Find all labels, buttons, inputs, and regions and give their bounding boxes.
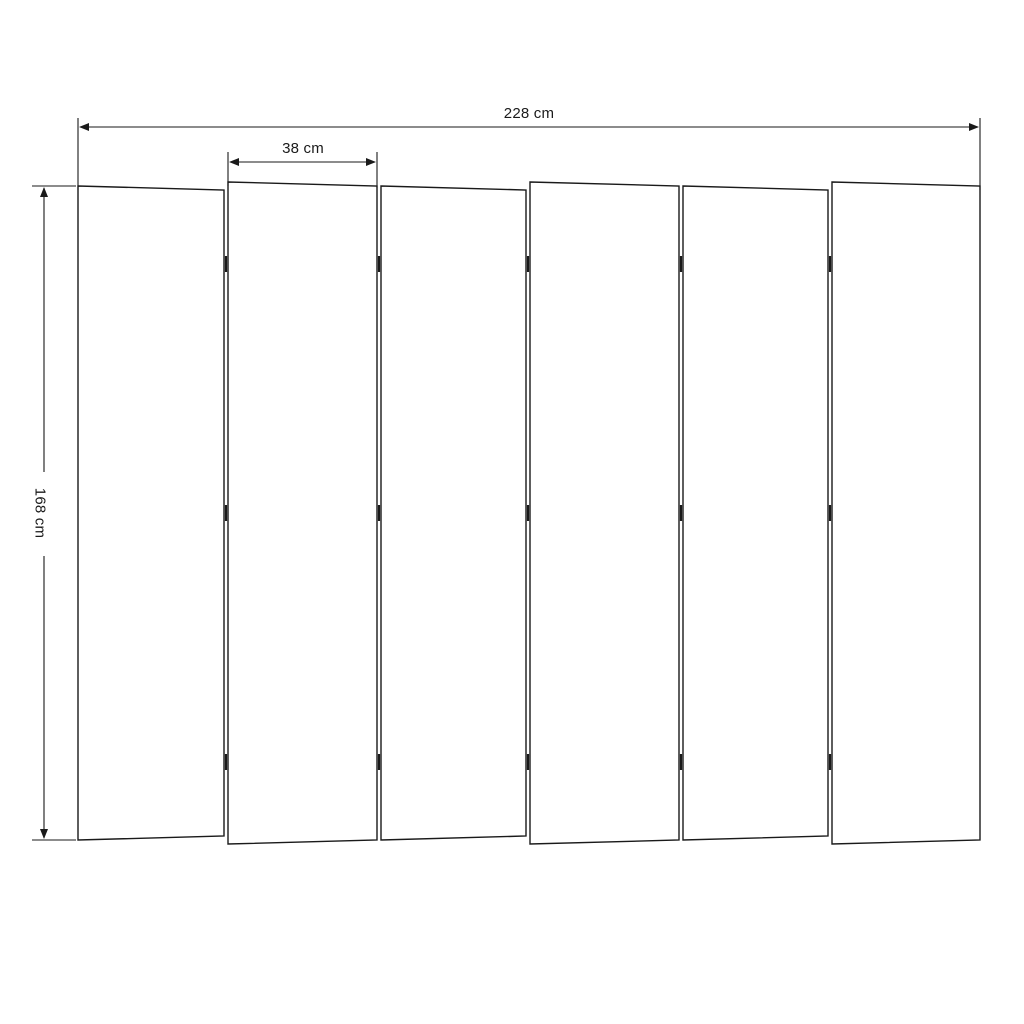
- dimension-panel-width: [228, 139, 377, 188]
- overall-height-label: 168 cm: [31, 487, 49, 539]
- panel-2: [228, 182, 377, 844]
- overall-width-label: 228 cm: [503, 105, 555, 122]
- panel-6: [832, 182, 980, 844]
- panel-3: [381, 186, 526, 840]
- panel-width-label: 38 cm: [282, 140, 324, 157]
- panel-1: [78, 186, 224, 840]
- panel-5: [683, 186, 828, 840]
- panel-4: [530, 182, 679, 844]
- dimension-overall-width: [78, 104, 980, 190]
- dimension-overall-height: [26, 186, 76, 840]
